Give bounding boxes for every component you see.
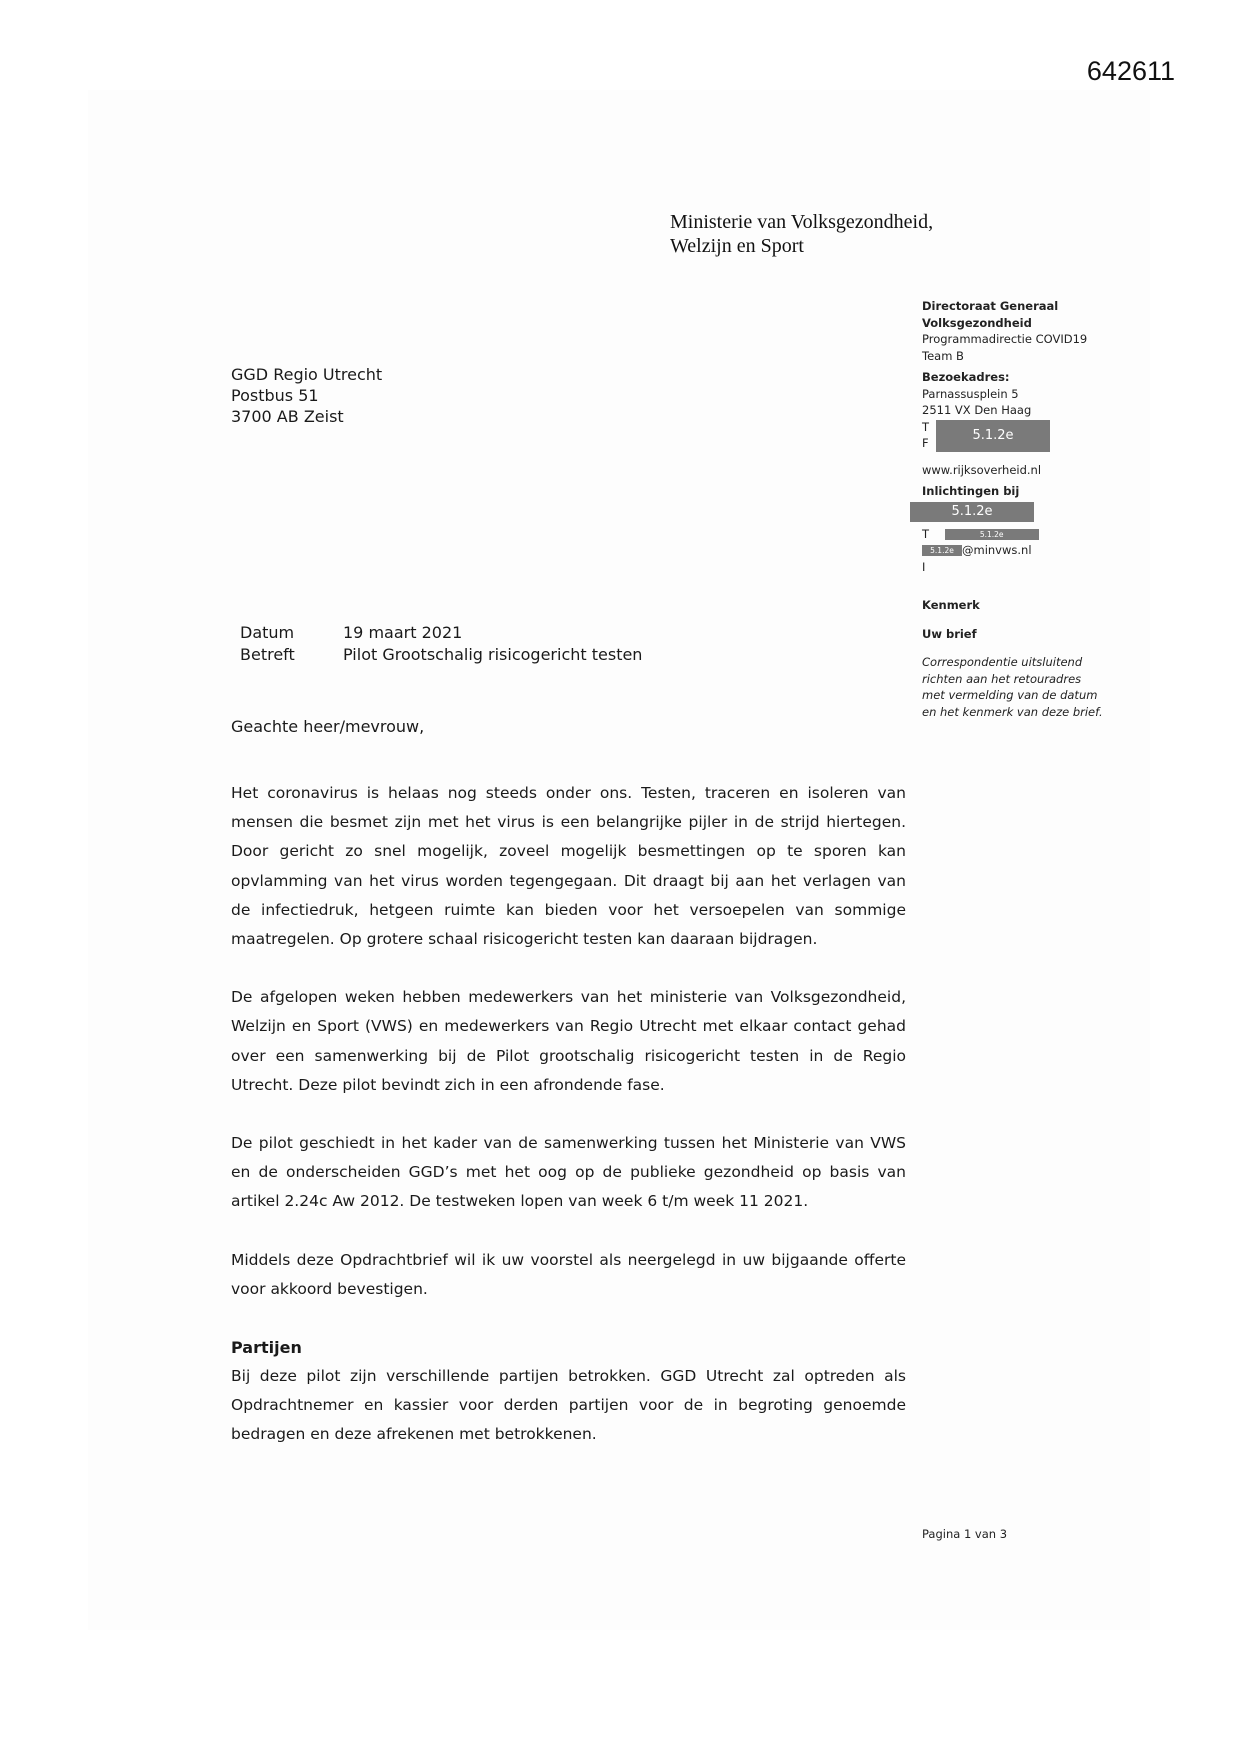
date-value: 19 maart 2021 xyxy=(343,623,463,642)
ministry-logo-text xyxy=(670,210,933,258)
letter-fields xyxy=(240,622,642,666)
date-label: Datum xyxy=(240,623,295,642)
recipient-name: GGD Regio Utrecht xyxy=(231,365,383,384)
salutation: Geachte heer/mevrouw, xyxy=(231,717,425,736)
paragraph-3: De pilot geschiedt in het kader van de samenwerking tussen het Ministerie van VWS en de onderscheiden GGD’s met het oog op de publieke gezondheid op basis van artikel 2.24c Aw 2012. De testweken lopen van week 6 t/m week 11 2021. xyxy=(231,1134,906,1211)
document-number: 642611 xyxy=(1086,56,1175,86)
subject-label: Betreft xyxy=(240,645,295,664)
ministry-line-2: Welzijn en Sport xyxy=(670,235,804,257)
section-heading-partijen: Partijen xyxy=(231,1338,302,1358)
sender-sidebar xyxy=(922,298,1132,720)
dept-line-2: Volksgezondheid xyxy=(922,315,1032,330)
recipient-city: 3700 AB Zeist xyxy=(231,407,344,426)
ministry-line-1: Ministerie van Volksgezondheid, xyxy=(670,211,934,233)
redaction-contact-email: 5.1.2e xyxy=(922,545,962,556)
info-label: Inlichtingen bij xyxy=(922,484,1020,498)
visit-street: Parnassusplein 5 xyxy=(922,386,1019,401)
redaction-phone-fax: 5.1.2e xyxy=(936,420,1050,452)
phone-prefix: T xyxy=(922,419,930,434)
fax-prefix: F xyxy=(922,436,929,450)
letter-body xyxy=(231,779,906,1450)
contact-extra-prefix: I xyxy=(922,559,926,574)
recipient-address xyxy=(231,364,382,427)
dept-line-1: Directoraat Generaal xyxy=(922,299,1059,313)
paragraph-4: Middels deze Opdrachtbrief wil ik uw voorstel als neergelegd in uw bijgaande offerte voor akkoord bevestigen. xyxy=(231,1250,906,1298)
paragraph-2: De afgelopen weken hebben medewerkers van het ministerie van Volksgezondheid, Welzijn en Sport (VWS) en medewerkers van Regio Utrecht met elkaar contact gehad over een samenwerking bij de Pilot grootschalig risicogericht testen in de Regio Utrecht. Deze pilot bevindt zich in een afrondende fase. xyxy=(231,988,906,1094)
paragraph-5: Bij deze pilot zijn verschillende partijen betrokken. GGD Utrecht zal optreden als Opdrachtnemer en kassier voor derden partijen voor de in begroting genoemde bedragen en deze afrekenen met betrokkenen. xyxy=(231,1367,906,1444)
email-domain: @minvws.nl xyxy=(962,543,1032,557)
dept-line-3: Programmadirectie COVID19 xyxy=(922,332,1088,346)
contact-phone-prefix: T xyxy=(922,526,930,541)
visit-address-label: Bezoekadres: xyxy=(922,370,1010,384)
dept-line-4: Team B xyxy=(922,348,964,363)
reference-label: Kenmerk xyxy=(922,598,980,612)
recipient-postbox: Postbus 51 xyxy=(231,386,319,405)
visit-postal-city: 2511 VX Den Haag xyxy=(922,403,1032,417)
paragraph-1: Het coronavirus is helaas nog steeds onder ons. Testen, traceren en isoleren van mensen die besmet zijn met het virus is een belangrijke pijler in de strijd hiertegen. Door gericht zo snel mogelijk, zoveel mogelijk besmettingen op te sporen kan opvlamming van het virus worden tegengegaan. Dit draagt bij aan het verlagen van de infectiedruk, hetgeen ruimte kan bieden voor het versoepelen van sommige maatregelen. Op grotere schaal risicogericht testen kan daaraan bijdragen. xyxy=(231,784,906,949)
website-link[interactable]: www.rijksoverheid.nl xyxy=(922,462,1042,477)
correspondence-note: Correspondentie uitsluitend richten aan het retouradres met vermelding van de datum en het kenmerk van deze brief. xyxy=(922,655,1103,719)
redaction-contact-name: 5.1.2e xyxy=(910,502,1034,522)
redaction-contact-phone: 5.1.2e xyxy=(945,529,1039,540)
your-letter-label: Uw brief xyxy=(922,626,977,641)
subject-value: Pilot Grootschalig risicogericht testen xyxy=(343,645,643,664)
page-number: Pagina 1 van 3 xyxy=(922,1527,1008,1541)
